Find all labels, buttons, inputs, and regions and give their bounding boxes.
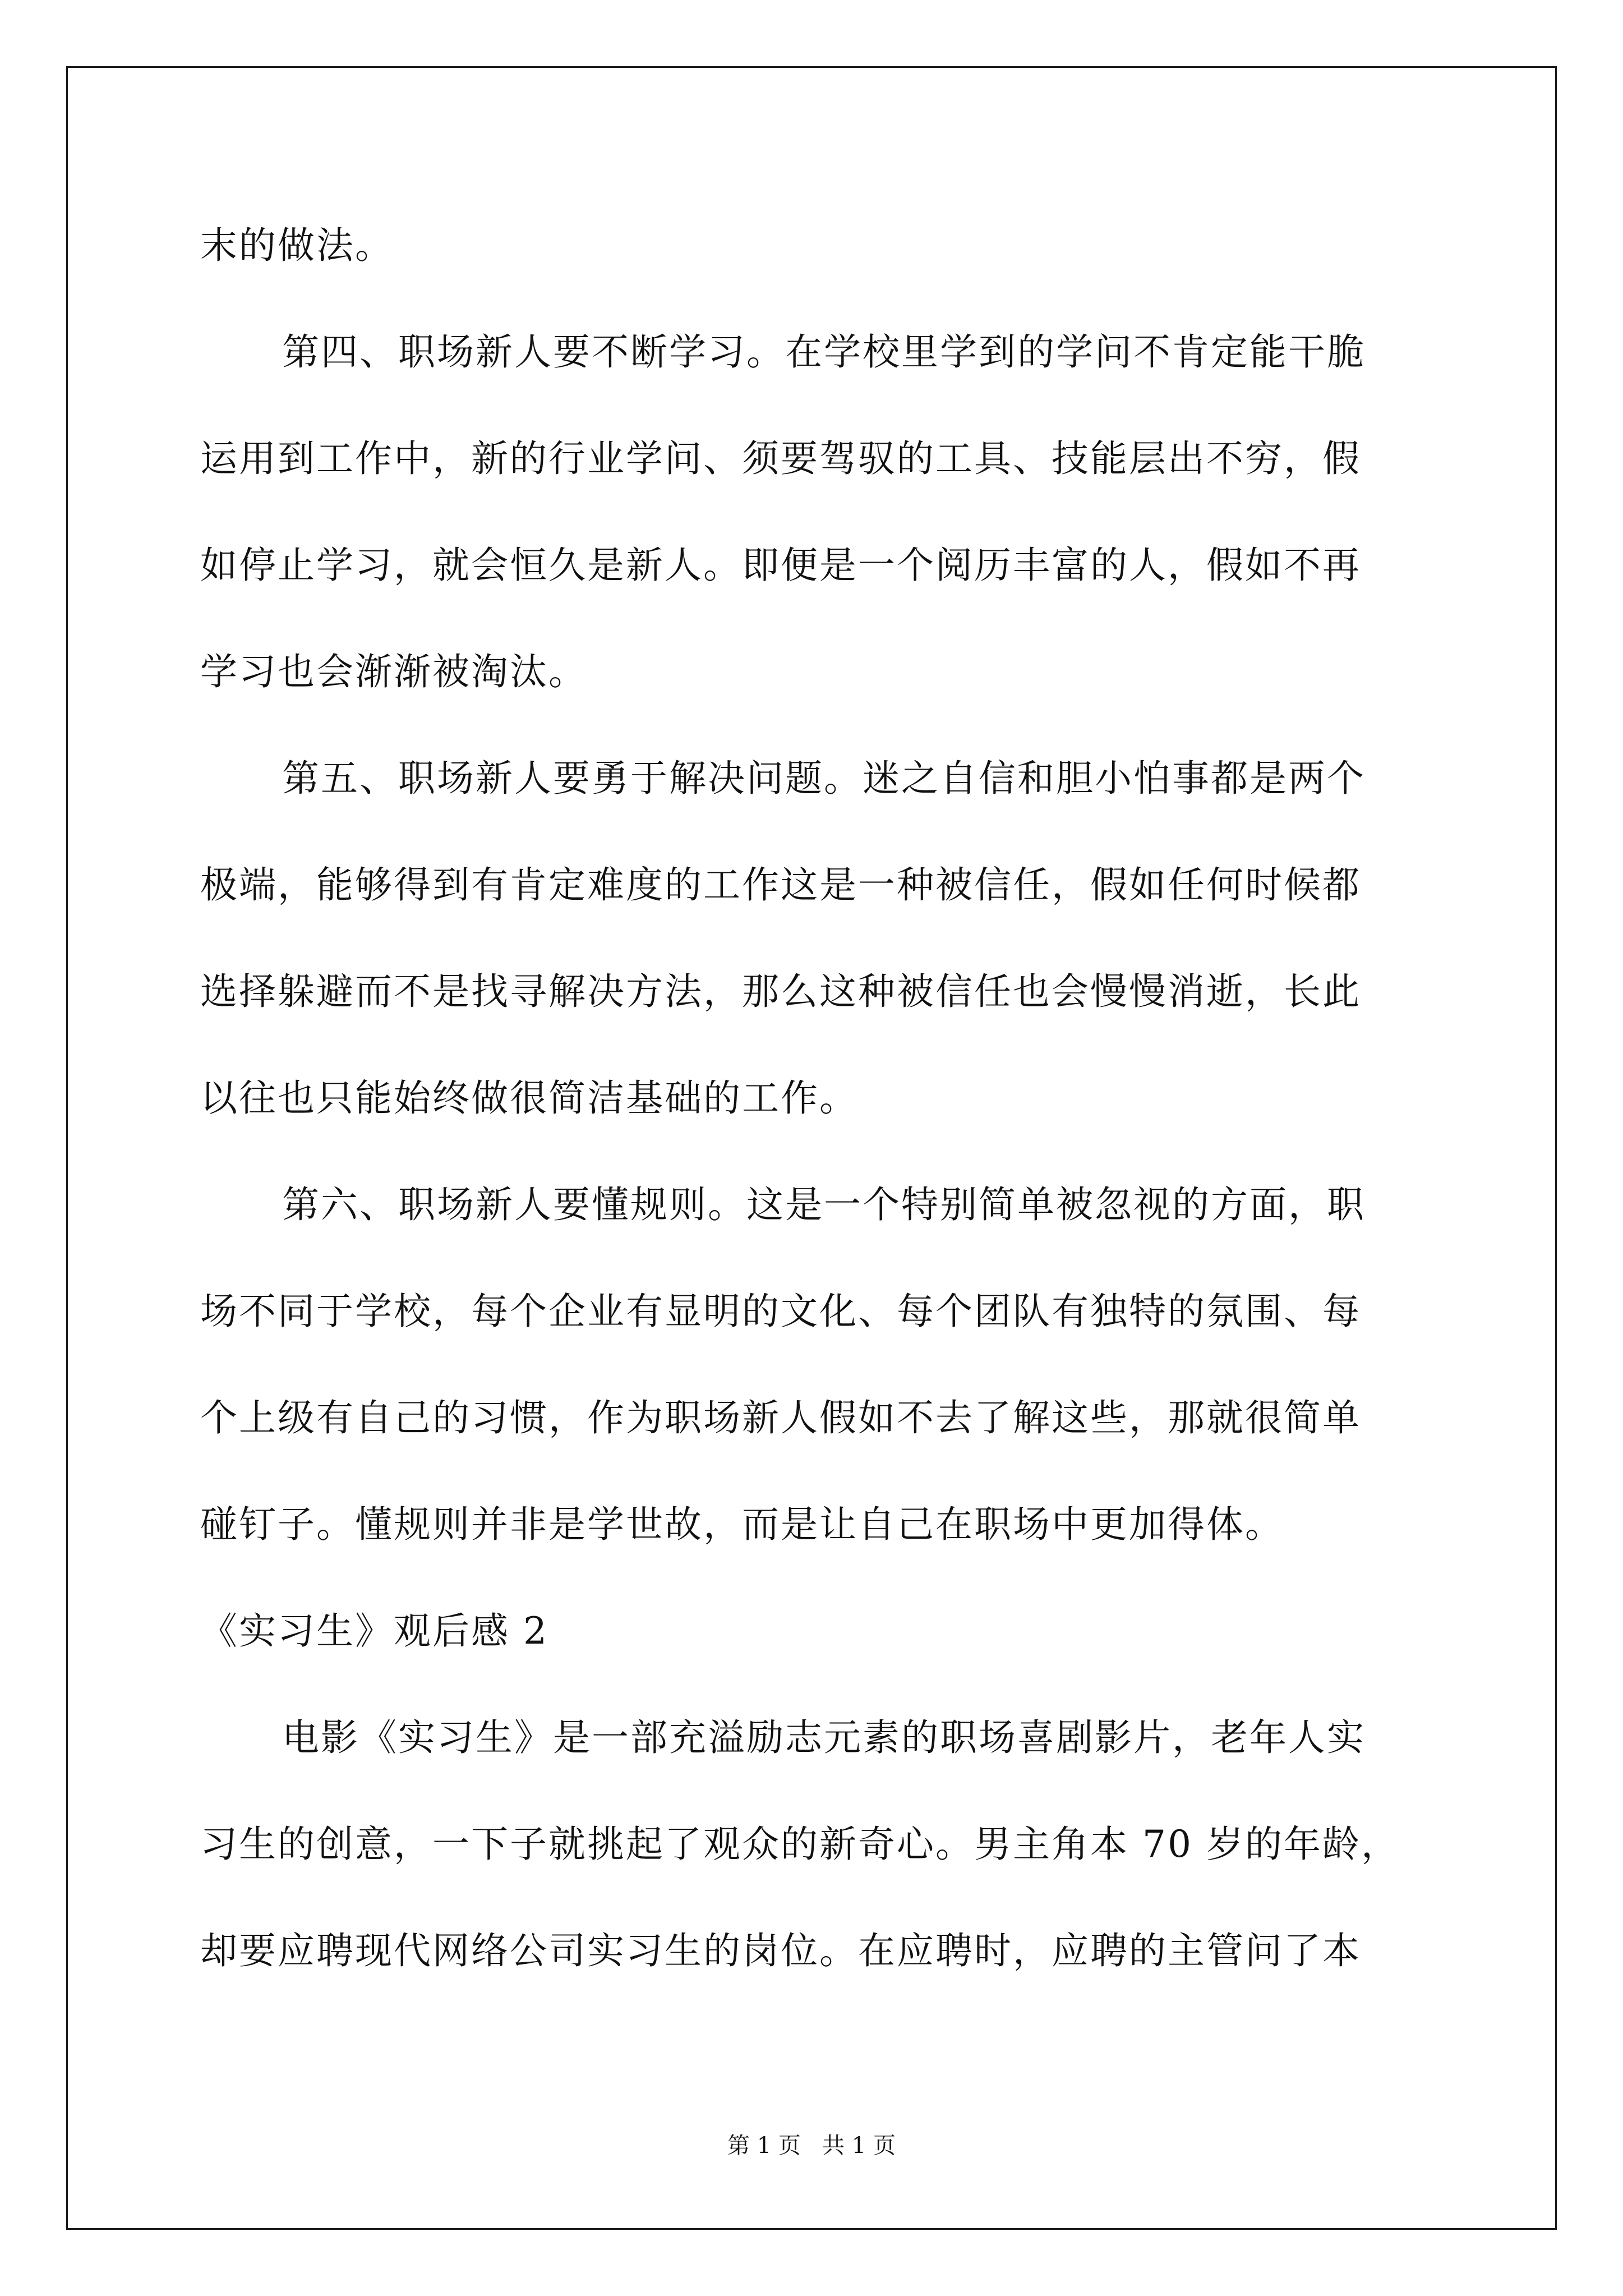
text-line: 习生的创意，一下子就挑起了观众的新奇心。男主角本 70 岁的年龄， (200, 1823, 1400, 1866)
section-heading: 《实习生》观后感 2 (200, 1609, 548, 1653)
text-line: 个上级有自己的习惯，作为职场新人假如不去了解这些，那就很简单 (200, 1396, 1361, 1439)
text-line: 学习也会渐渐被淘汰。 (200, 650, 587, 693)
text-line: 以往也只能始终做很简洁基础的工作。 (200, 1076, 858, 1120)
text-line: 末的做法。 (200, 224, 394, 267)
text-line: 碰钉子。懂规则并非是学世故，而是让自己在职场中更加得体。 (200, 1503, 1284, 1546)
text-line: 却要应聘现代网络公司实习生的岗位。在应聘时，应聘的主管问了本 (200, 1929, 1361, 1972)
text-line: 运用到工作中，新的行业学问、须要驾驭的工具、技能层出不穷，假 (200, 437, 1361, 480)
paragraph-6-start: 第六、职场新人要懂规则。这是一个特别简单被忽视的方面，职 (282, 1183, 1366, 1226)
text-line: 场不同于学校，每个企业有显明的文化、每个团队有独特的氛围、每 (200, 1290, 1361, 1333)
paragraph-4-start: 第四、职场新人要不断学习。在学校里学到的学问不肯定能干脆 (282, 330, 1366, 374)
paragraph-5-start: 第五、职场新人要勇于解决问题。迷之自信和胆小怕事都是两个 (282, 757, 1366, 800)
page-border (66, 66, 1557, 2230)
paragraph-start: 电影《实习生》是一部充溢励志元素的职场喜剧影片，老年人实 (282, 1716, 1366, 1759)
text-line: 极端，能够得到有肯定难度的工作这是一种被信任，假如任何时候都 (200, 863, 1361, 907)
text-line: 选择躲避而不是找寻解决方法，那么这种被信任也会慢慢消逝，长此 (200, 970, 1361, 1013)
page-footer: 第 1 页 共 1 页 (727, 2133, 896, 2159)
text-line: 如停止学习，就会恒久是新人。即便是一个阅历丰富的人，假如不再 (200, 544, 1361, 587)
